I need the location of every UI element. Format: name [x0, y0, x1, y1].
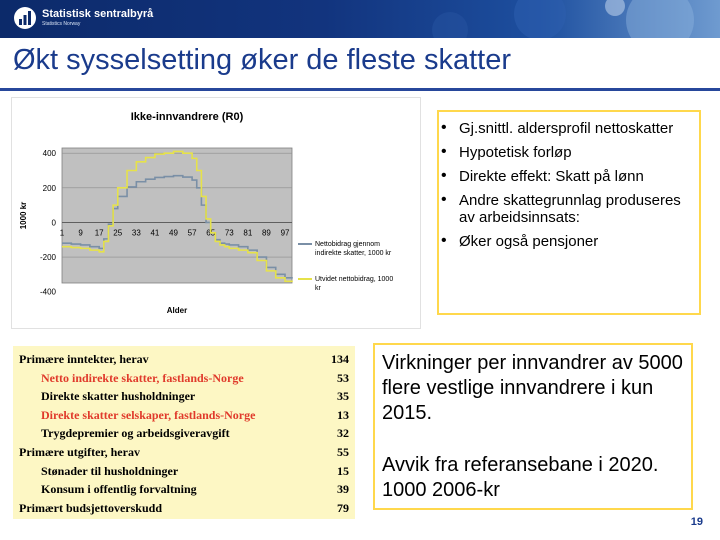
table-row-value: 13: [337, 407, 349, 422]
table-row: [13, 481, 355, 498]
page-title: Økt sysselsetting øker de fleste skatter: [13, 44, 512, 76]
y-tick-label: 400: [42, 149, 56, 159]
bullet-item: [439, 168, 699, 185]
bullet-text: Hypotetisk forløp: [459, 144, 572, 161]
x-tick-label: 33: [131, 228, 141, 238]
y-tick-label: -400: [39, 287, 56, 297]
y-tick-label: 0: [51, 218, 56, 228]
table-row-label: Primært budsjettoverskudd: [19, 500, 162, 515]
bullet-item: [439, 233, 699, 250]
table-row-value: 55: [337, 445, 349, 459]
title-divider: [0, 88, 720, 91]
x-tick-label: 65: [206, 228, 216, 238]
ssb-logo: [14, 6, 154, 32]
logo-subtext: Statistics Norway: [42, 21, 81, 27]
bullet-text: Øker også pensjoner: [459, 233, 599, 250]
legend-label: Utvidet nettobidrag, 1000 kr: [315, 276, 394, 292]
table-row-label: Primære utgifter, herav: [19, 445, 140, 459]
bullet-box: [437, 110, 701, 315]
x-tick-label: 57: [187, 228, 197, 238]
table-row-label: Stønader til husholdninger: [41, 463, 179, 478]
budget-table: [13, 346, 355, 519]
bullet-item: [439, 120, 699, 137]
x-tick-label: 49: [169, 228, 178, 238]
table-row-value: 79: [337, 500, 349, 515]
table-row: [13, 425, 355, 442]
x-tick-label: 1: [59, 228, 65, 238]
table-row-value: 53: [337, 370, 349, 385]
chart-title: Ikke-innvandrere (R0): [130, 111, 244, 123]
bullet-text: Gj.snittl. aldersprofil nettoskatter: [459, 120, 674, 137]
table-row: [13, 388, 355, 405]
x-tick-label: 41: [150, 228, 160, 238]
table-row: [13, 500, 355, 517]
bullet-dot-icon: •: [441, 143, 447, 160]
plot-area: [59, 148, 292, 283]
bullet-dot-icon: •: [441, 191, 447, 208]
text-box: [373, 343, 693, 510]
bullet-item: [439, 192, 699, 226]
table-row-label: Netto indirekte skatter, fastlands-Norge: [41, 370, 244, 385]
table-row-label: Trygdepremier og arbeidsgiveravgift: [41, 426, 230, 441]
x-tick-label: 97: [280, 228, 290, 238]
x-axis-label: Alder: [166, 306, 188, 315]
table-row: [13, 407, 355, 424]
bullet-dot-icon: •: [441, 119, 447, 136]
table-row-label: Direkte skatter husholdninger: [41, 389, 196, 404]
y-axis-label: 1000 kr: [19, 201, 28, 230]
legend-label: Nettobidrag gjennom indirekte skatter, 1000 kr: [315, 241, 392, 257]
table-row-label: Konsum i offentlig forvaltning: [41, 482, 197, 497]
text-paragraph-2: Avvik fra referansebane i 2020. 1000 2006-kr: [382, 454, 659, 501]
x-tick-label: 73: [224, 228, 234, 238]
table-row-value: 35: [337, 389, 349, 404]
bullet-dot-icon: •: [441, 232, 447, 249]
banner-decoration: [330, 0, 720, 38]
table-row-label: Direkte skatter selskaper, fastlands-Norge: [41, 407, 256, 422]
bullet-dot-icon: •: [441, 167, 447, 184]
chart-svg: [12, 98, 420, 328]
bullet-item: [439, 144, 699, 161]
x-tick-label: 25: [113, 228, 123, 238]
x-tick-label: 9: [78, 228, 83, 238]
bullet-text: Direkte effekt: Skatt på lønn: [459, 168, 644, 185]
table-row-value: 134: [331, 352, 349, 366]
table-row: [13, 351, 355, 368]
y-tick-label: -200: [39, 253, 56, 263]
table-row-label: Primære inntekter, herav: [19, 352, 149, 366]
header-banner: [0, 0, 720, 38]
table-row: [13, 444, 355, 461]
x-tick-label: 81: [243, 228, 253, 238]
bullet-text: Andre skattegrunnlag produseres av arbeidsinnsats:: [459, 192, 681, 226]
y-tick-label: 200: [42, 183, 56, 193]
bullet-list: [439, 120, 699, 250]
table-row: [13, 370, 355, 387]
x-tick-label: 89: [261, 228, 271, 238]
page-number: 19: [690, 516, 703, 528]
logo-text: Statistisk sentralbyrå: [42, 8, 154, 20]
ssb-logo-mark-icon: [14, 7, 36, 29]
table-row-value: 32: [337, 426, 349, 441]
table-row-value: 39: [337, 482, 349, 497]
age-profile-chart: [11, 97, 421, 329]
x-tick-label: 17: [94, 228, 104, 238]
table-row-value: 15: [337, 463, 349, 478]
text-paragraph-1: Virkninger per innvandrer av 5000 flere vestlige innvandrere i kun 2015.: [382, 352, 683, 424]
table-row: [13, 463, 355, 480]
